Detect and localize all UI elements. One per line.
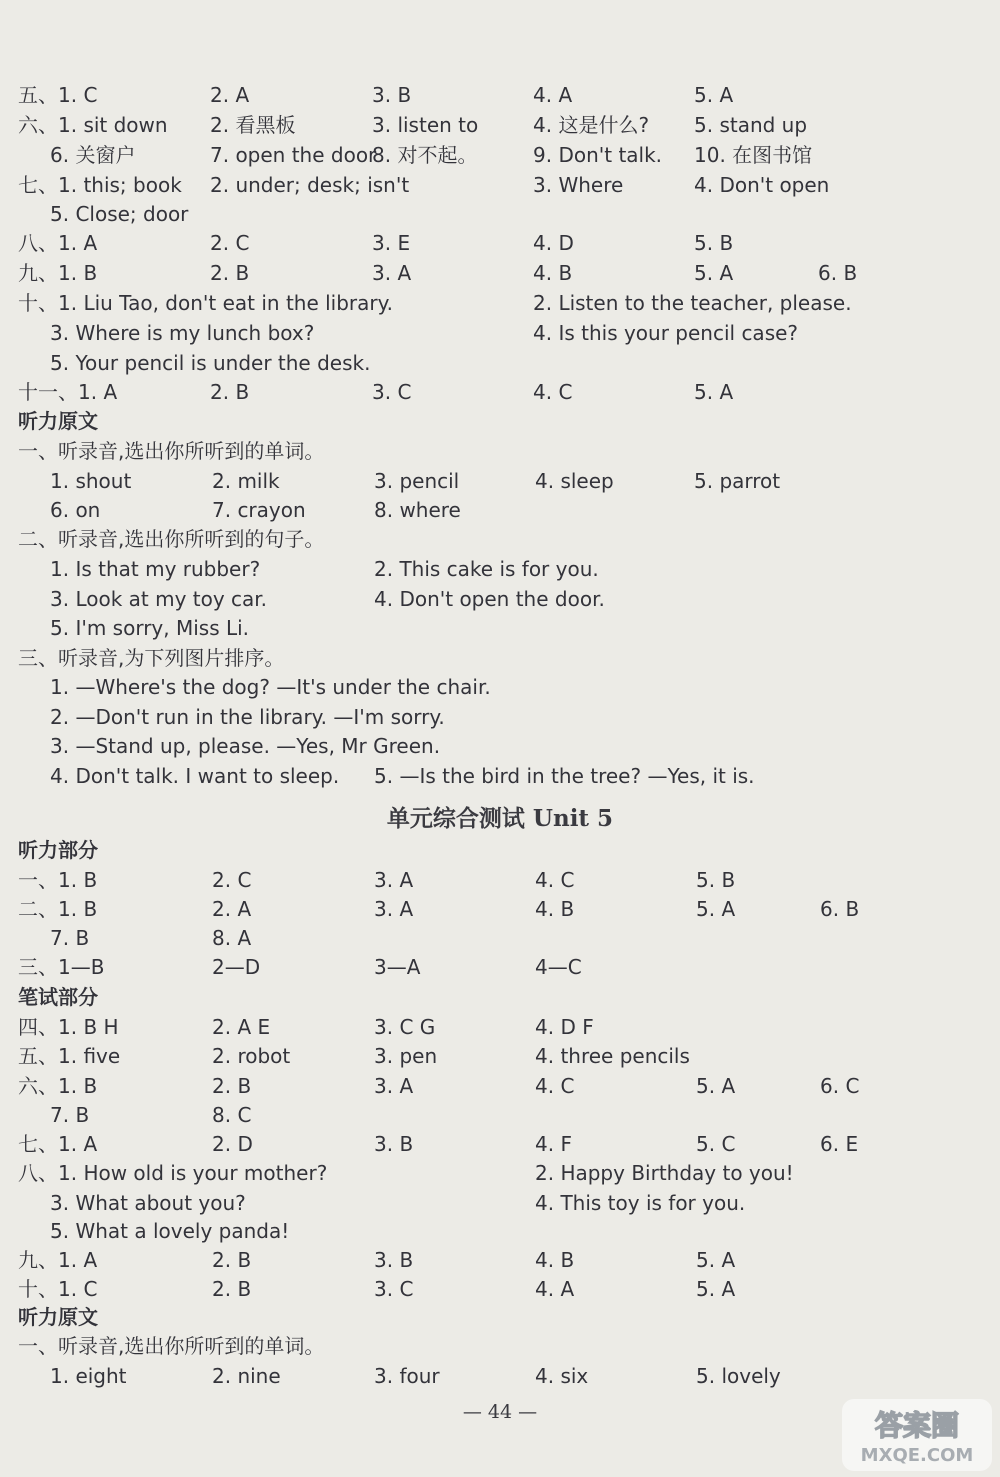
answer-item: 6. E bbox=[820, 1132, 859, 1156]
answer-row bbox=[0, 672, 1000, 702]
answer-row bbox=[0, 1071, 1000, 1101]
watermark-text-url: MXQE.COM bbox=[860, 1445, 974, 1466]
answer-row bbox=[0, 1012, 1000, 1042]
answer-item: 1. eight bbox=[50, 1364, 127, 1388]
answer-row bbox=[0, 1129, 1000, 1159]
answer-item: 3. B bbox=[372, 83, 412, 107]
answer-item: 十、1. C bbox=[18, 1277, 98, 1301]
answer-item: 5. B bbox=[694, 231, 734, 255]
heading-text: 笔试部分 bbox=[18, 985, 98, 1009]
answer-item: 4. A bbox=[535, 1277, 575, 1301]
answer-item: 6. B bbox=[820, 897, 860, 921]
watermark-graphic bbox=[842, 1399, 992, 1471]
section-heading bbox=[0, 1302, 1000, 1332]
answer-item: 3. E bbox=[372, 231, 411, 255]
answer-item: 2. under; desk; isn't bbox=[210, 173, 410, 197]
answer-row bbox=[0, 1245, 1000, 1275]
answer-row bbox=[0, 1216, 1000, 1246]
answer-item: 3. B bbox=[374, 1248, 414, 1272]
answer-row bbox=[0, 318, 1000, 348]
answer-row bbox=[0, 1158, 1000, 1188]
answer-item: 4. six bbox=[535, 1364, 589, 1388]
answer-item: 3. A bbox=[374, 1074, 414, 1098]
answer-item: 5. A bbox=[696, 897, 736, 921]
answer-item: 2. A E bbox=[212, 1015, 271, 1039]
answer-item: 2. —Don't run in the library. —I'm sorry. bbox=[50, 705, 445, 729]
answer-item: 四、1. B H bbox=[18, 1015, 119, 1039]
answer-row bbox=[0, 1331, 1000, 1361]
answer-row bbox=[0, 348, 1000, 378]
answer-row bbox=[0, 524, 1000, 554]
answer-item: 三、1—B bbox=[18, 955, 105, 979]
answer-item: 4. sleep bbox=[535, 469, 614, 493]
answer-item: 1. Is that my rubber? bbox=[50, 557, 261, 581]
answer-item: 4. B bbox=[535, 897, 575, 921]
answer-item: 五、1. five bbox=[18, 1044, 121, 1068]
answer-item: 2. nine bbox=[212, 1364, 281, 1388]
answer-item: 5. I'm sorry, Miss Li. bbox=[50, 616, 250, 640]
answer-item: 7. open the door bbox=[210, 143, 377, 167]
watermark-logo bbox=[842, 1399, 992, 1471]
answer-item: 3. C bbox=[374, 1277, 414, 1301]
answer-item: 4. D F bbox=[535, 1015, 594, 1039]
answer-item: 4. This toy is for you. bbox=[535, 1191, 746, 1215]
answer-item: 六、1. B bbox=[18, 1074, 98, 1098]
answer-item: 6. on bbox=[50, 498, 101, 522]
watermark-text-cn: 答案圈 bbox=[874, 1409, 960, 1442]
answer-row bbox=[0, 1100, 1000, 1130]
answer-item: 五、1. C bbox=[18, 83, 98, 107]
answer-item: 3—A bbox=[374, 955, 421, 979]
answer-item: 2. B bbox=[212, 1277, 252, 1301]
answer-item: 8. A bbox=[212, 926, 252, 950]
heading-text: 听力原文 bbox=[18, 409, 98, 433]
answer-item: 4. F bbox=[535, 1132, 572, 1156]
answer-item: 3. Where is my lunch box? bbox=[50, 321, 315, 345]
answer-item: 一、听录音,选出你所听到的单词。 bbox=[18, 439, 325, 463]
answer-item: 2—D bbox=[212, 955, 261, 979]
answer-item: 2. B bbox=[210, 380, 250, 404]
answer-item: 1. —Where's the dog? —It's under the chair. bbox=[50, 675, 491, 699]
answer-row bbox=[0, 80, 1000, 110]
answer-item: 5. C bbox=[696, 1132, 736, 1156]
answer-item: 5. A bbox=[696, 1074, 736, 1098]
answer-item: 4. A bbox=[533, 83, 573, 107]
answer-row bbox=[0, 865, 1000, 895]
answer-item: 九、1. B bbox=[18, 261, 98, 285]
answer-item: 4. B bbox=[535, 1248, 575, 1272]
answer-item: 2. milk bbox=[212, 469, 280, 493]
answer-item: 5. B bbox=[696, 868, 736, 892]
answer-item: 5. parrot bbox=[694, 469, 781, 493]
answer-item: 5. A bbox=[696, 1248, 736, 1272]
answer-item: 二、1. B bbox=[18, 897, 98, 921]
answer-item: 4—C bbox=[535, 955, 582, 979]
page-number: — 44 — bbox=[462, 1401, 538, 1423]
answer-item: 5. lovely bbox=[696, 1364, 781, 1388]
answer-row bbox=[0, 613, 1000, 643]
answer-item: 5. —Is the bird in the tree? —Yes, it is. bbox=[374, 764, 755, 788]
answer-row bbox=[0, 466, 1000, 496]
answer-item: 2. D bbox=[212, 1132, 253, 1156]
answer-item: 七、1. this; book bbox=[18, 173, 182, 197]
answer-item: 一、1. B bbox=[18, 868, 98, 892]
answer-item: 2. B bbox=[212, 1248, 252, 1272]
answer-item: 2. 看黑板 bbox=[210, 113, 296, 137]
answer-item: 6. C bbox=[820, 1074, 860, 1098]
answer-row bbox=[0, 258, 1000, 288]
answer-row bbox=[0, 1041, 1000, 1071]
answer-item: 2. Happy Birthday to you! bbox=[535, 1161, 794, 1185]
section-title: 单元综合测试 Unit 5 bbox=[386, 805, 614, 832]
answer-item: 5. A bbox=[694, 83, 734, 107]
answer-row bbox=[0, 702, 1000, 732]
answer-item: 2. C bbox=[212, 868, 252, 892]
answer-item: 5. Your pencil is under the desk. bbox=[50, 351, 371, 375]
answer-row bbox=[0, 952, 1000, 982]
answer-item: 十一、1. A bbox=[18, 380, 118, 404]
answer-item: 4. Don't talk. I want to sleep. bbox=[50, 764, 340, 788]
answer-item: 4. C bbox=[535, 868, 575, 892]
answer-row bbox=[0, 436, 1000, 466]
answer-item: 5. What a lovely panda! bbox=[50, 1219, 290, 1243]
answer-row bbox=[0, 1274, 1000, 1304]
answer-item: 8. where bbox=[374, 498, 461, 522]
answer-item: 二、听录音,选出你所听到的句子。 bbox=[18, 527, 325, 551]
answer-item: 6. 关窗户 bbox=[50, 143, 136, 167]
answer-item: 6. B bbox=[818, 261, 858, 285]
answer-item: 2. C bbox=[210, 231, 250, 255]
answer-item: 8. C bbox=[212, 1103, 252, 1127]
section-heading bbox=[0, 406, 1000, 436]
section-heading bbox=[0, 835, 1000, 865]
answer-item: 3. listen to bbox=[372, 113, 479, 137]
answer-item: 4. C bbox=[535, 1074, 575, 1098]
answer-item: 3. Look at my toy car. bbox=[50, 587, 268, 611]
answer-item: 2. A bbox=[210, 83, 250, 107]
answer-item: 六、1. sit down bbox=[18, 113, 168, 137]
answer-row bbox=[0, 377, 1000, 407]
answer-item: 2. B bbox=[210, 261, 250, 285]
answer-item: 3. pencil bbox=[374, 469, 460, 493]
answer-row bbox=[0, 731, 1000, 761]
answer-row bbox=[0, 894, 1000, 924]
answer-row bbox=[0, 1188, 1000, 1218]
answer-item: 3. A bbox=[374, 897, 414, 921]
answer-item: 十、1. Liu Tao, don't eat in the library. bbox=[18, 291, 393, 315]
answer-item: 3. four bbox=[374, 1364, 440, 1388]
answer-row bbox=[0, 923, 1000, 953]
answer-item: 2. This cake is for you. bbox=[374, 557, 599, 581]
answer-item: 3. What about you? bbox=[50, 1191, 246, 1215]
answer-item: 9. Don't talk. bbox=[533, 143, 663, 167]
answer-item: 5. A bbox=[696, 1277, 736, 1301]
answer-item: 5. A bbox=[694, 380, 734, 404]
answer-item: 7. crayon bbox=[212, 498, 306, 522]
answer-row bbox=[0, 643, 1000, 673]
answer-item: 4. three pencils bbox=[535, 1044, 690, 1068]
answer-item: 3. A bbox=[372, 261, 412, 285]
answer-item: 2. Listen to the teacher, please. bbox=[533, 291, 852, 315]
answer-item: 2. robot bbox=[212, 1044, 291, 1068]
answer-item: 4. B bbox=[533, 261, 573, 285]
answer-item: 4. Is this your pencil case? bbox=[533, 321, 799, 345]
answer-item: 七、1. A bbox=[18, 1132, 98, 1156]
answer-item: 8. 对不起。 bbox=[372, 143, 478, 167]
answer-item: 4. Don't open bbox=[694, 173, 830, 197]
answer-item: 3. C G bbox=[374, 1015, 436, 1039]
answer-row bbox=[0, 140, 1000, 170]
answer-item: 2. B bbox=[212, 1074, 252, 1098]
answer-item: 4. D bbox=[533, 231, 574, 255]
answer-item: 三、听录音,为下列图片排序。 bbox=[18, 646, 285, 670]
answer-item: 3. —Stand up, please. —Yes, Mr Green. bbox=[50, 734, 441, 758]
answer-row bbox=[0, 584, 1000, 614]
answer-item: 7. B bbox=[50, 926, 90, 950]
answer-item: 5. A bbox=[694, 261, 734, 285]
answer-item: 5. Close; door bbox=[50, 202, 189, 226]
answer-item: 3. B bbox=[374, 1132, 414, 1156]
answer-row bbox=[0, 199, 1000, 229]
answer-item: 3. Where bbox=[533, 173, 624, 197]
answer-item: 八、1. How old is your mother? bbox=[18, 1161, 328, 1185]
answer-item: 4. 这是什么? bbox=[533, 113, 650, 137]
answer-item: 1. shout bbox=[50, 469, 132, 493]
answer-row bbox=[0, 1361, 1000, 1391]
answer-item: 4. C bbox=[533, 380, 573, 404]
answer-row bbox=[0, 288, 1000, 318]
answer-item: 10. 在图书馆 bbox=[694, 143, 813, 167]
answer-row bbox=[0, 170, 1000, 200]
answer-item: 4. Don't open the door. bbox=[374, 587, 605, 611]
answer-item: 3. C bbox=[372, 380, 412, 404]
answer-item: 2. A bbox=[212, 897, 252, 921]
answer-row bbox=[0, 554, 1000, 584]
answer-row bbox=[0, 110, 1000, 140]
answer-item: 5. stand up bbox=[694, 113, 808, 137]
answer-row bbox=[0, 228, 1000, 258]
heading-text: 听力部分 bbox=[18, 838, 98, 862]
answer-item: 九、1. A bbox=[18, 1248, 98, 1272]
section-heading bbox=[0, 982, 1000, 1012]
answer-item: 一、听录音,选出你所听到的单词。 bbox=[18, 1334, 325, 1358]
answer-item: 3. A bbox=[374, 868, 414, 892]
answer-item: 八、1. A bbox=[18, 231, 98, 255]
heading-text: 听力原文 bbox=[18, 1305, 98, 1329]
answer-item: 7. B bbox=[50, 1103, 90, 1127]
answer-row bbox=[0, 761, 1000, 791]
answer-row bbox=[0, 495, 1000, 525]
answer-item: 3. pen bbox=[374, 1044, 438, 1068]
